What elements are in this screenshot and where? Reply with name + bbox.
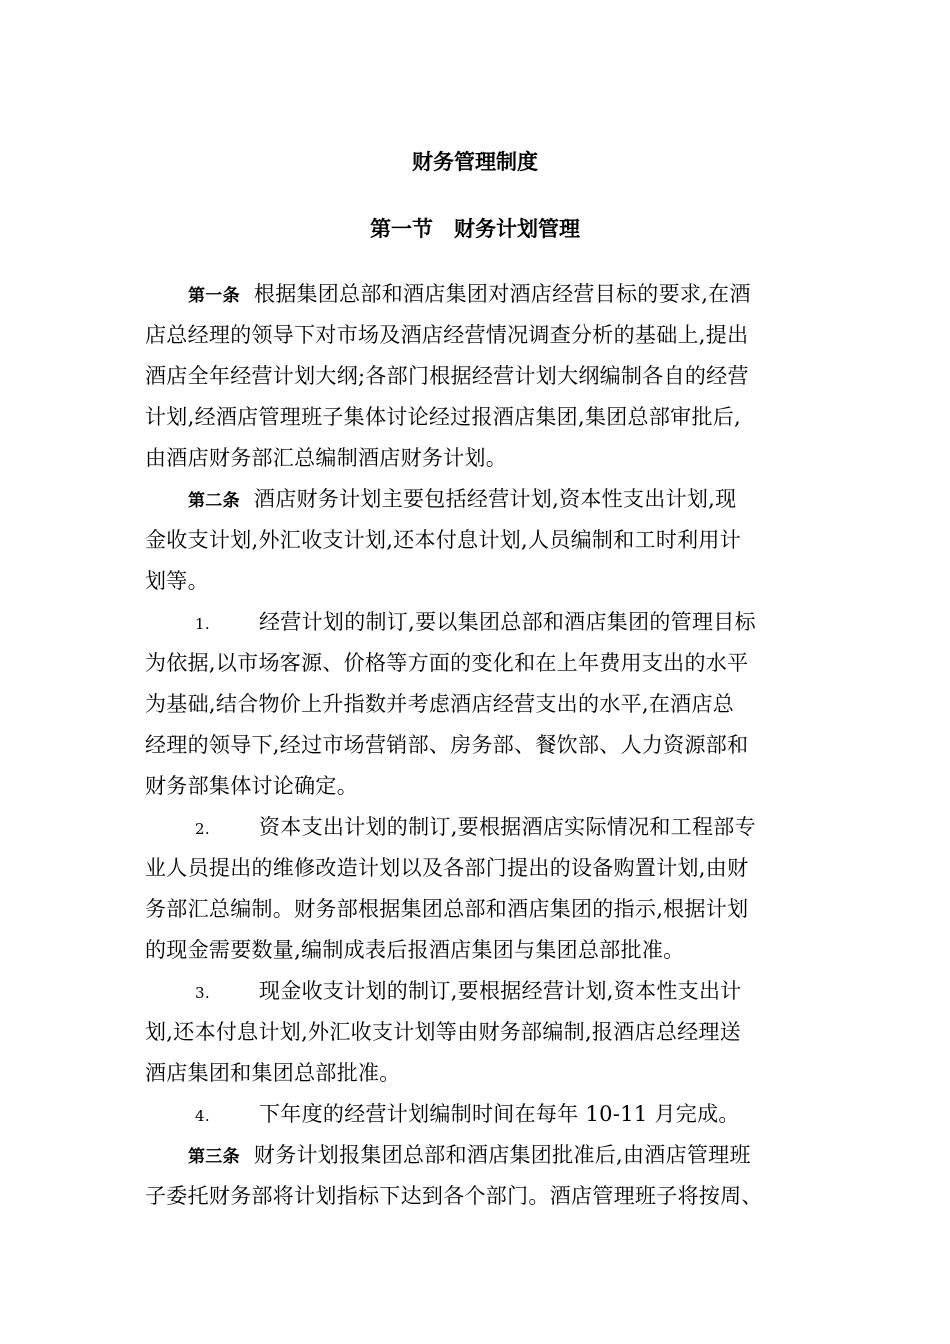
line-text: 酒店财务计划主要包括经营计划,资本性支出计划,现 (253, 487, 737, 511)
line-text: 经理的领导下,经过市场营销部、房务部、餐饮部、人力资源部和 (145, 733, 749, 757)
section-title: 第一节 财务计划管理 (370, 217, 580, 241)
text-line (145, 848, 815, 889)
line-text: 为依据,以市场客源、价格等方面的变化和在上年费用支出的水平 (145, 651, 749, 675)
line-text: 财务部集体讨论确定。 (145, 774, 358, 798)
text-line (145, 643, 815, 684)
line-text: 根据集团总部和酒店集团对酒店经营目标的要求,在酒 (253, 282, 751, 306)
line-text: 金收支计划,外汇收支计划,还本付息计划,人员编制和工时利用计 (145, 528, 742, 552)
text-line (145, 438, 815, 479)
text-line (145, 561, 815, 602)
text-line (145, 356, 815, 397)
text-line (145, 397, 815, 438)
item-number: 1. (195, 615, 210, 633)
text-line (145, 930, 815, 971)
line-text: 业人员提出的维修改造计划以及各部门提出的设备购置计划,由财 (145, 856, 749, 880)
line-text: 计划,经酒店管理班子集体讨论经过报酒店集团,集团总部审批后, (145, 405, 742, 429)
line-text: 务部汇总编制。财务部根据集团总部和酒店集团的指示,根据计划 (145, 897, 749, 921)
line-text: 划等。 (145, 569, 209, 593)
line-text: 现金收支计划的制订,要根据经营计划,资本性支出计 (259, 979, 742, 1003)
line-text: 资本支出计划的制订,要根据酒店实际情况和工程部专 (259, 815, 756, 839)
line-text: 的现金需要数量,编制成表后报酒店集团与集团总部批准。 (145, 938, 685, 962)
text-line (145, 725, 815, 766)
line-text: 酒店集团和集团总部批准。 (145, 1061, 401, 1085)
line-text: 财务计划报集团总部和酒店集团批准后,由酒店管理班 (253, 1143, 751, 1167)
article-label: 第一条 (188, 286, 240, 306)
line-text: 经营计划的制订,要以集团总部和酒店集团的管理目标 (259, 610, 756, 634)
text-line (145, 807, 815, 848)
line-text: 下年度的经营计划编制时间在每年 10-11 月完成。 (259, 1102, 740, 1126)
text-line (145, 520, 815, 561)
text-line (145, 1012, 815, 1053)
line-text: 划,还本付息计划,外汇收支计划等由财务部编制,报酒店总经理送 (145, 1020, 742, 1044)
text-line (145, 315, 815, 356)
article-label: 第三条 (188, 1147, 240, 1167)
document-body (145, 274, 815, 1217)
text-line (145, 684, 815, 725)
text-line (145, 1094, 815, 1135)
text-line (145, 971, 815, 1012)
text-line (145, 1135, 815, 1176)
line-text: 为基础,结合物价上升指数并考虑酒店经营支出的水平,在酒店总 (145, 692, 735, 716)
text-line (145, 889, 815, 930)
item-number: 2. (195, 820, 210, 838)
text-line (145, 766, 815, 807)
text-line (145, 479, 815, 520)
line-text: 店总经理的领导下对市场及酒店经营情况调查分析的基础上,提出 (145, 323, 749, 347)
text-line (145, 602, 815, 643)
text-line (145, 1176, 815, 1217)
item-number: 4. (195, 1107, 210, 1125)
line-text: 由酒店财务部汇总编制酒店财务计划。 (145, 446, 508, 470)
text-line (145, 274, 815, 315)
text-line (145, 1053, 815, 1094)
article-label: 第二条 (188, 491, 240, 511)
line-text: 子委托财务部将计划指标下达到各个部门。酒店管理班子将按周、 (145, 1184, 763, 1208)
item-number: 3. (195, 984, 210, 1002)
line-text: 酒店全年经营计划大纲;各部门根据经营计划大纲编制各自的经营 (145, 364, 749, 388)
document-title: 财务管理制度 (412, 150, 538, 174)
